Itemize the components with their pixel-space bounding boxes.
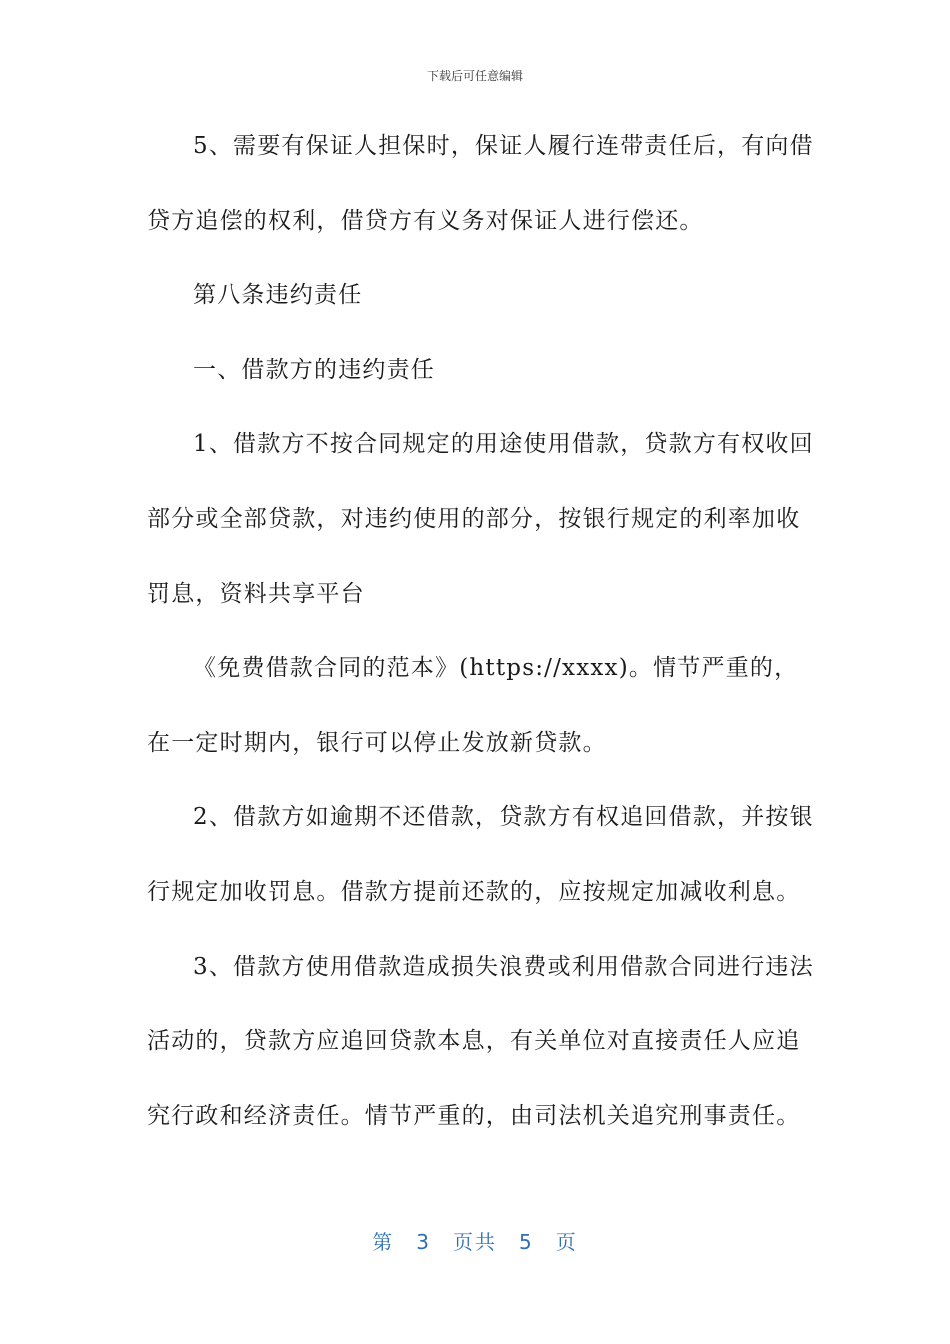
total-pages: 5 <box>519 1230 534 1254</box>
footer-middle: 页共 <box>453 1230 497 1254</box>
text-line: 究行政和经济责任。情节严重的，由司法机关追究刑事责任。 <box>147 1102 801 1129</box>
text-line: 在一定时期内，银行可以停止发放新贷款。 <box>147 729 607 756</box>
subsection-heading: 一、借款方的违约责任 <box>193 356 435 383</box>
text-line: 5、需要有保证人担保时，保证人履行连带责任后，有向借 <box>193 133 814 159</box>
page-number: 3 <box>416 1230 431 1254</box>
text-line: 1、借款方不按合同规定的用途使用借款，贷款方有权收回 <box>193 431 814 458</box>
text-line: 2、借款方如逾期不还借款，贷款方有权追回借款，并按银 <box>193 804 814 831</box>
page-footer <box>0 1226 950 1255</box>
text-line: 《免费借款合同的范本》(https://xxxx)。情节严重的， <box>193 655 799 682</box>
text-line: 行规定加收罚息。借款方提前还款的，应按规定加减收利息。 <box>147 878 801 905</box>
text-line: 活动的，贷款方应追回贷款本息，有关单位对直接责任人应追 <box>147 1028 801 1055</box>
footer-suffix: 页 <box>555 1230 578 1254</box>
text-line: 罚息，资料共享平台 <box>147 580 365 607</box>
text-line: 部分或全部贷款，对违约使用的部分，按银行规定的利率加收 <box>147 505 801 532</box>
footer-prefix: 第 <box>372 1230 395 1254</box>
text-line: 贷方追偿的权利，借贷方有义务对保证人进行偿还。 <box>147 207 704 234</box>
text-line: 3、借款方使用借款造成损失浪费或利用借款合同进行违法 <box>193 953 814 980</box>
section-heading: 第八条违约责任 <box>193 282 363 309</box>
document-body <box>147 124 814 1168</box>
header-note: 下载后可任意编辑 <box>426 69 523 83</box>
